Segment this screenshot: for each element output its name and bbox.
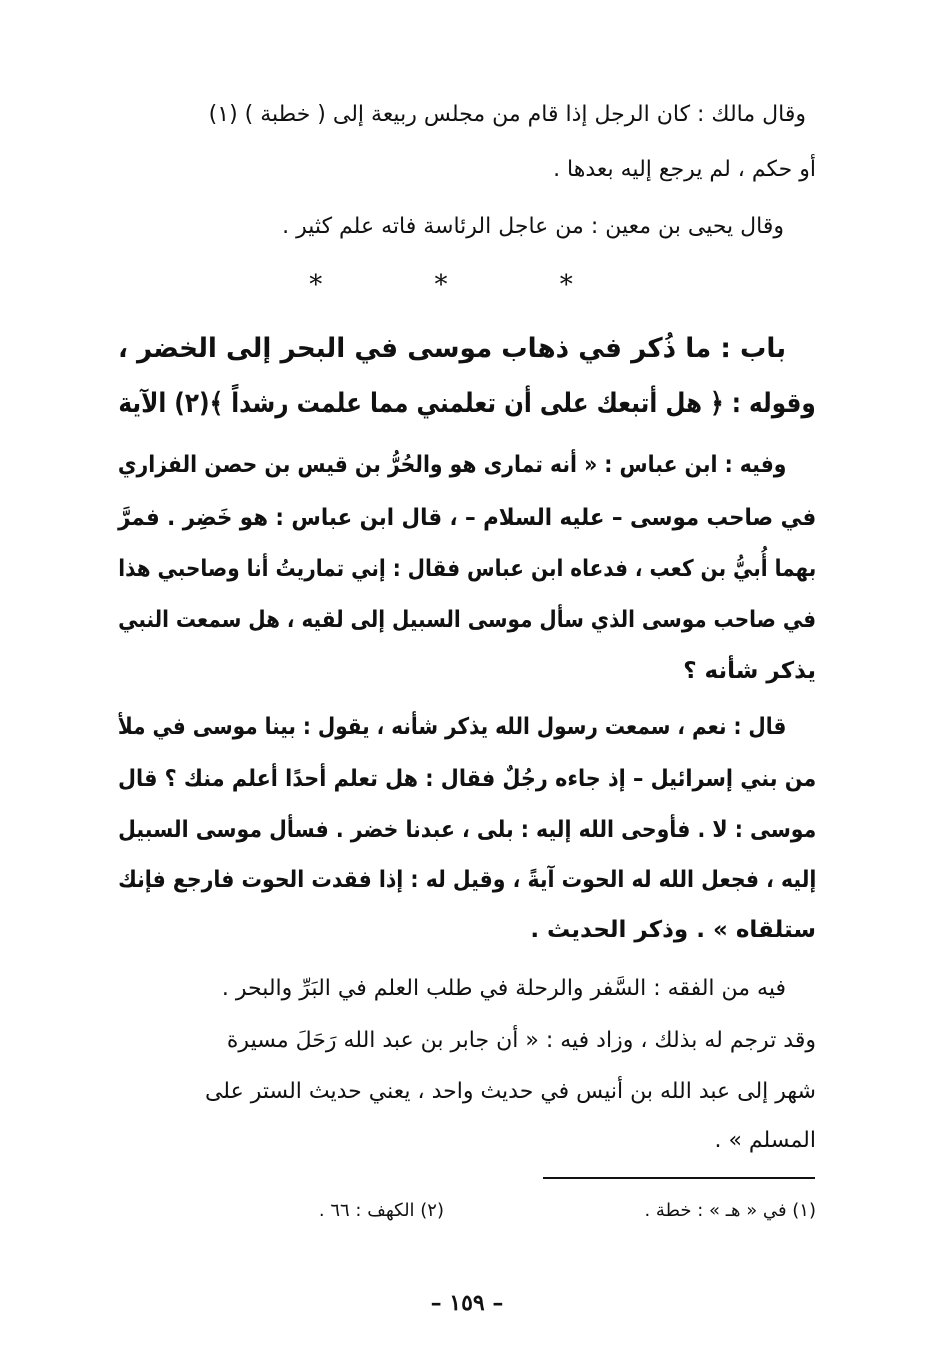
section-separator: * * * <box>309 270 625 300</box>
hadith-2-line-3: موسى : لا . فأوحى الله إليه : بلى ، عبدنا خضر . فسأل موسى السبيل <box>117 817 816 843</box>
hadith-2-line-5: ستلقاه » . وذكر الحديث . <box>530 917 816 943</box>
hadith-1-line-2: في صاحب موسى – عليه السلام – ، قال ابن عباس : هو خَضِر . فمرَّ <box>117 505 816 531</box>
hadith-1-line-5: يذكر شأنه ؟ <box>683 658 816 684</box>
paragraph-malik-line-2: أو حكم ، لم يرجع إليه بعدها . <box>553 157 816 182</box>
hadith-2-line-1: قال : نعم ، سمعت رسول الله يذكر شأنه ، يقول : بينا موسى في ملأ <box>117 714 786 740</box>
footnote-divider <box>543 1177 815 1179</box>
hadith-2-line-4: إليه ، فجعل الله له الحوت آيةً ، وقيل له : إذا فقدت الحوت فارجع فإنك <box>117 867 816 893</box>
chapter-title: باب : ما ذُكر في ذهاب موسى في البحر إلى الخضر ، <box>117 333 786 364</box>
hadith-1-line-3: بهما أُبيُّ بن كعب ، فدعاه ابن عباس فقال : إني تماريتُ أنا وصاحبي هذا <box>118 556 816 582</box>
paragraph-malik-line-1: وقال مالك : كان الرجل إذا قام من مجلس ربيعة إلى ( خطبة ) (١) <box>208 102 806 127</box>
fiqh-line-3: شهر إلى عبد الله بن أنيس في حديث واحد ، يعني حديث الستر على <box>204 1079 816 1104</box>
footnote-2: (٢) الكهف : ٦٦ . <box>318 1200 444 1221</box>
chapter-verse: وقوله : ﴿ هل أتبعك على أن تعلمني مما علمت رشداً ﴾(٢) الآية <box>118 388 816 419</box>
fiqh-line-2: وقد ترجم له بذلك ، وزاد فيه : « أن جابر بن عبد الله رَحَلَ مسيرة <box>226 1028 816 1053</box>
fiqh-line-1: فيه من الفقه : السَّفر والرحلة في طلب العلم في البَرِّ والبحر . <box>221 976 786 1001</box>
hadith-2-line-2: من بني إسرائيل – إذ جاءه رجُلٌ فقال : هل تعلم أحدًا أعلم منك ؟ قال <box>117 766 816 792</box>
fiqh-line-4: المسلم » . <box>714 1128 816 1153</box>
hadith-1-line-4: في صاحب موسى الذي سأل موسى السبيل إلى لقيه ، هل سمعت النبي <box>118 607 816 633</box>
footnote-1: (١) في « هـ » : خطة . <box>644 1200 816 1221</box>
hadith-1-line-1: وفيه : ابن عباس : « أنه تمارى هو والحُرُّ بن قيس بن حصن الفزاري <box>117 452 786 478</box>
paragraph-yahya: وقال يحيى بن معين : من عاجل الرئاسة فاته علم كثير . <box>282 214 784 239</box>
page-number: – ١٥٩ – <box>430 1290 504 1316</box>
